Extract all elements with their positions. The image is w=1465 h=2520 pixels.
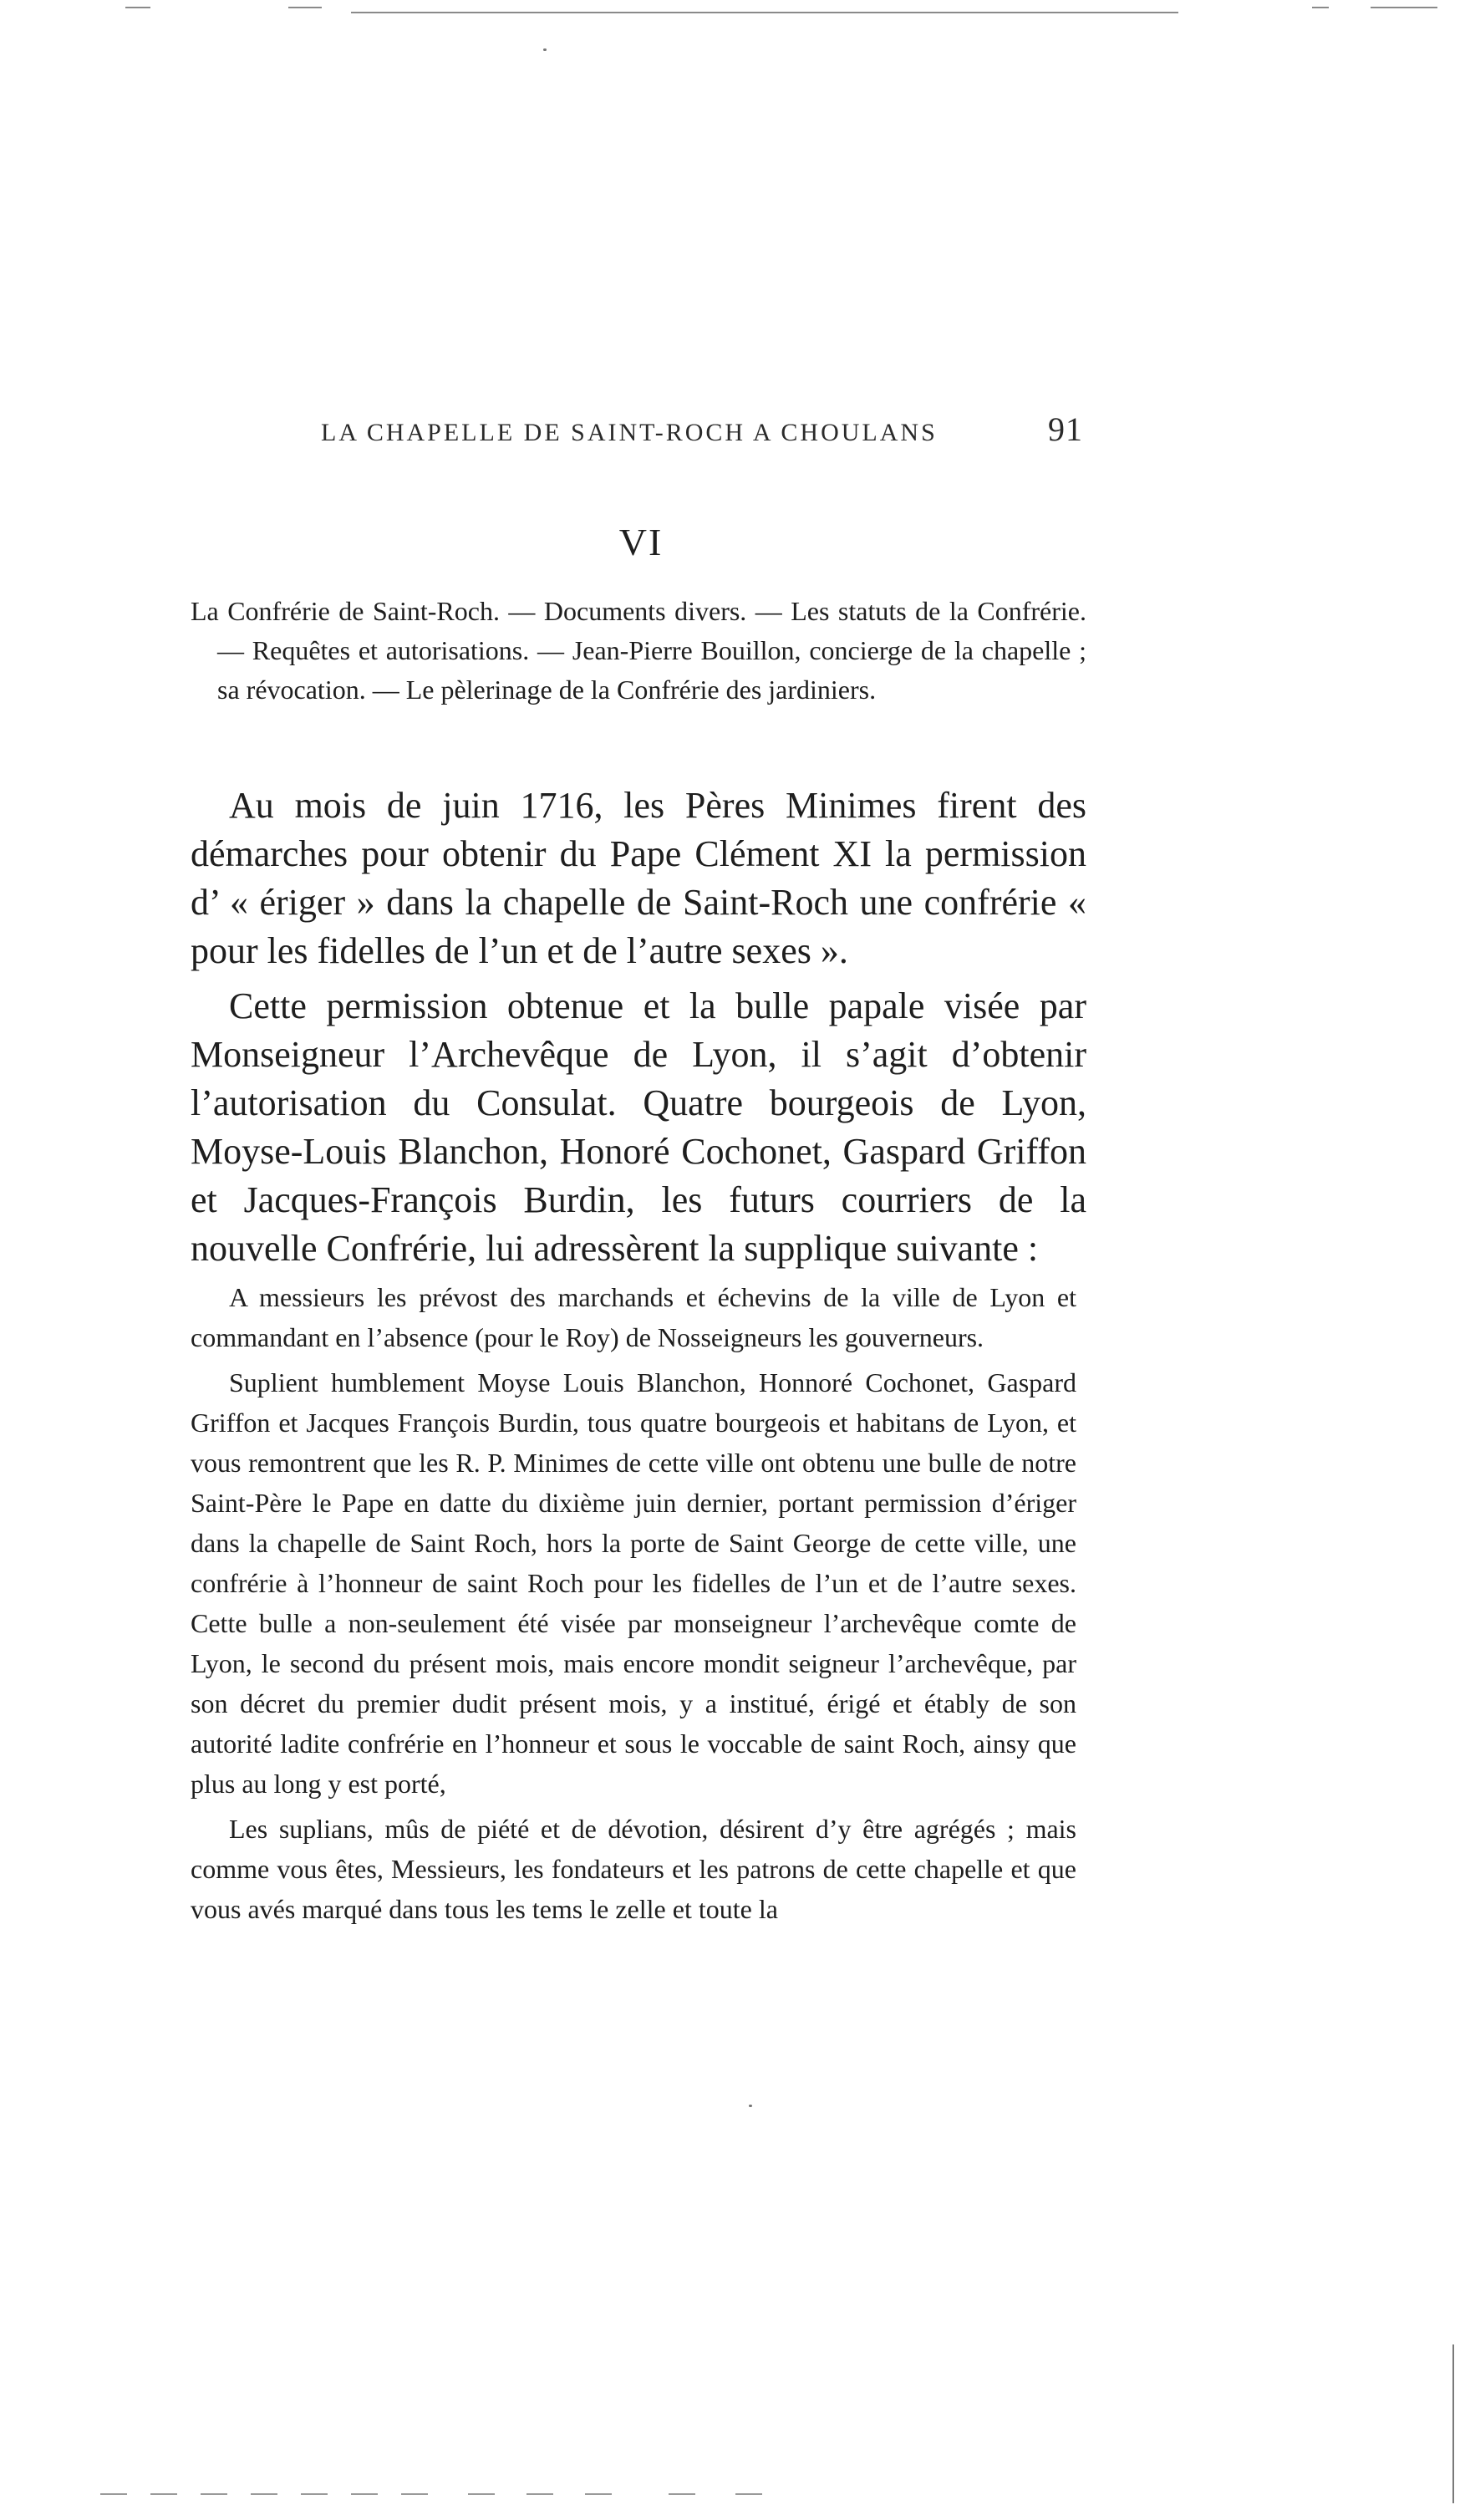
quoted-petition — [191, 1277, 1076, 1934]
quote-paragraph: Les suplians, mûs de piété et de dévotion, désirent d’y être agrégés ; mais comme vous êtes, Messieurs, les fondateurs et les patrons de cette chapelle et que vous avés marqué dans tous les tems le zelle et toute la — [191, 1814, 1076, 1924]
body-text — [191, 781, 1086, 1280]
top-edge-rule — [125, 7, 150, 8]
chapter-number: VI — [618, 521, 664, 563]
top-edge-rule — [351, 12, 1178, 13]
chapter-summary: La Confrérie de Saint-Roch. — Documents divers. — Les statuts de la Confrérie. — Requêtes et autorisations. — Jean-Pierre Bouillon, concierge de la chapelle ; sa révocation. — Le pèlerinage de la Confrérie des jardiniers. — [191, 596, 1086, 705]
body-paragraph: Cette permission obtenue et la bulle papale visée par Monseigneur l’Archevêque de Lyon, il s’agit d’obtenir l’autorisation du Consulat. Quatre bourgeois de Lyon, Moyse-Louis Blanchon, Honoré Cochonet, Gaspard Griffon et Jacques-François Burdin, les futurs courriers de la nouvelle Confrérie, lui adressèrent la supplique suivante : — [191, 985, 1086, 1269]
quote-paragraph: Suplient humblement Moyse Louis Blanchon, Honnoré Cochonet, Gaspard Griffon et Jacques François Burdin, tous quatre bourgeois et habitans de Lyon, et vous remontrent que les R. P. Minimes de cette ville ont obtenu une bulle de notre Saint-Père le Pape en datte du dixième juin dernier, portant permission d’ériger dans la chapelle de Saint Roch, hors la porte de Saint George de cette ville, une confrérie à l’honneur de saint Roch pour les fidelles de l’un et de l’autre sexes. Cette bulle a non-seulement été visée par monseigneur l’archevêque comte de Lyon, le second du présent mois, mais encore mondit seigneur l’archevêque, par son décret du premier dudit présent mois, y a institué, érigé et étably de son autorité ladite confrérie en l’honneur et sous le voccable de saint Roch, ainsy que plus au long y est porté, — [191, 1367, 1076, 1799]
running-head — [321, 410, 1083, 449]
quote-paragraph: A messieurs les prévost des marchands et échevins de la ville de Lyon et commandant en l’absence (pour le Roy) de Nosseigneurs les gouverneurs. — [191, 1282, 1076, 1352]
body-paragraph: Au mois de juin 1716, les Pères Minimes firent des démarches pour obtenir du Pape Clément XI la permission d’ « ériger » dans la chapelle de Saint-Roch une confrérie « pour les fidelles de l’un et de l’autre sexes ». — [191, 785, 1086, 971]
top-edge-rule — [1312, 7, 1329, 8]
top-edge-rule — [288, 7, 322, 8]
ink-speck — [749, 2105, 752, 2107]
right-edge-line — [1452, 2344, 1454, 2503]
running-head-title: LA CHAPELLE DE SAINT-ROCH A CHOULANS — [321, 419, 938, 446]
page-number: 91 — [1048, 410, 1083, 448]
top-edge-rule — [1371, 7, 1437, 8]
ink-speck — [543, 48, 547, 51]
